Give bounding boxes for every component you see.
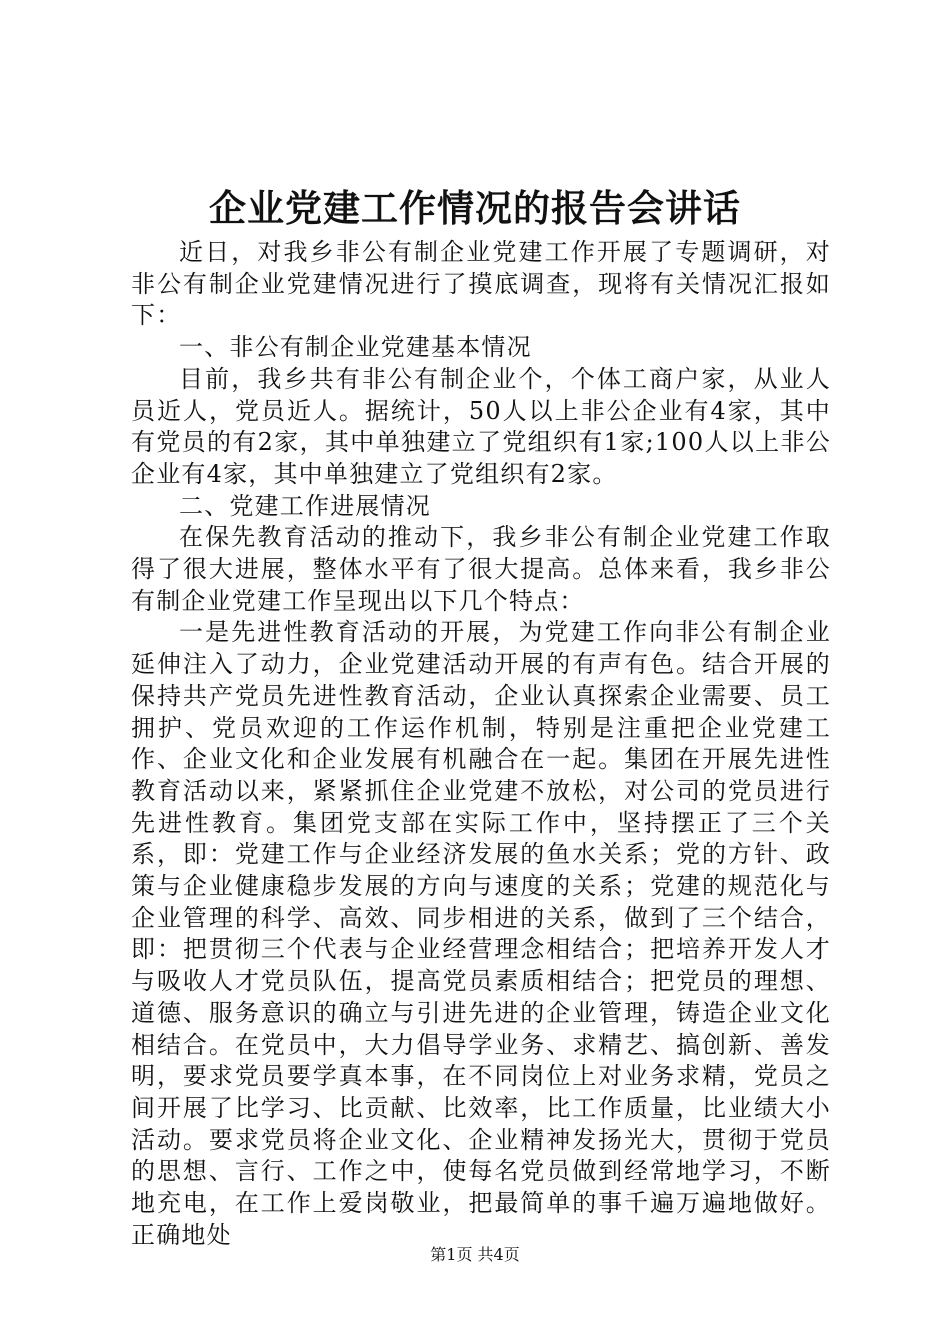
paragraph-intro: 近日，对我乡非公有制企业党建工作开展了专题调研，对非公有制企业党建情况进行了摸底调查，现将有关情况汇报如下： <box>131 238 831 330</box>
section-heading-1: 一、非公有制企业党建基本情况 <box>179 333 532 362</box>
paragraph-progress: 在保先教育活动的推动下，我乡非公有制企业党建工作取得了很大进展，整体水平有了很大提高。总体来看，我乡非公有制企业党建工作呈现出以下几个特点： <box>131 523 831 615</box>
section-heading-2: 二、党建工作进展情况 <box>179 491 431 520</box>
document-body <box>131 237 831 1252</box>
paragraph-point-one: 一是先进性教育活动的开展，为党建工作向非公有制企业延伸注入了动力，企业党建活动开展的有声有色。结合开展的保持共产党员先进性教育活动，企业认真探索企业需要、员工拥护、党员欢迎的工作运作机制，特别是注重把企业党建工作、企业文化和企业发展有机融合在一起。集团在开展先进性教育活动以来，紧紧抓住企业党建不放松，对公司的党员进行先进性教育。集团党支部在实际工作中，坚持摆正了三个关系，即：党建工作与企业经济发展的鱼水关系；党的方针、政策与企业健康稳步发展的方向与速度的关系；党建的规范化与企业管理的科学、高效、同步相进的关系，做到了三个结合，即：把贯彻三个代表与企业经营理念相结合；把培养开发人才与吸收人才党员队伍，提高党员素质相结合；把党员的理想、道德、服务意识的确立与引进先进的企业管理，铸造企业文化相结合。在党员中，大力倡导学业务、求精艺、搞创新、善发明，要求党员要学真本事，在不同岗位上对业务求精，党员之间开展了比学习、比贡献、比效率，比工作质量，比业绩大小活动。要求党员将企业文化、企业精神发扬光大，贯彻于党员的思想、言行、工作之中，使每名党员做到经常地学习，不断地充电，在工作上爱岗敬业，把最简单的事千遍万遍地做好。正确地处 <box>131 618 831 1249</box>
document-title: 企业党建工作情况的报告会讲话 <box>209 186 741 230</box>
paragraph-basic-info: 目前，我乡共有非公有制企业个，个体工商户家，从业人员近人，党员近人。据统计，50人以上非公企业有4家，其中有党员的有2家，其中单独建立了党组织有1家;100人以上非公企业有4家，其中单独建立了党组织有2家。 <box>131 364 831 488</box>
page-footer: 第1页 共4页 <box>430 1245 520 1264</box>
